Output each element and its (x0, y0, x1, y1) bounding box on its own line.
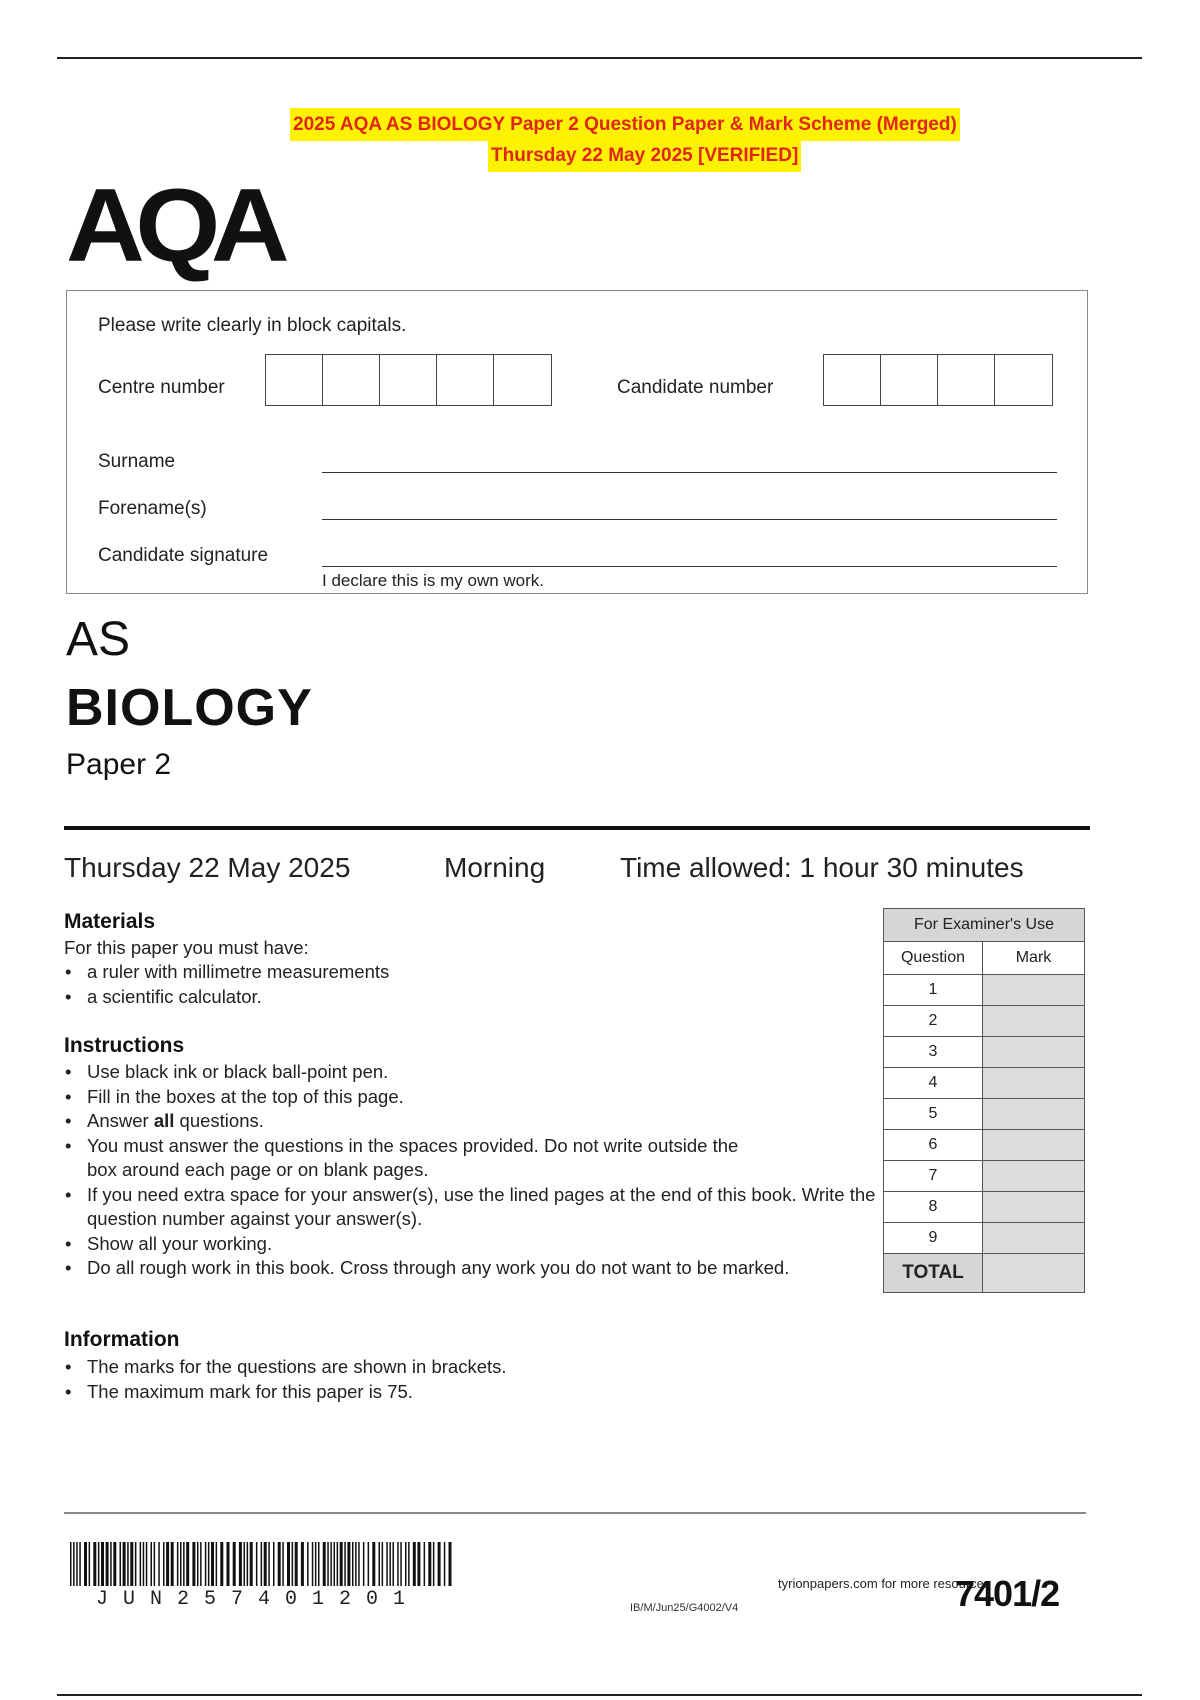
surname-line[interactable] (322, 472, 1057, 473)
exam-session: Morning (444, 852, 546, 883)
barcode-bar (123, 1542, 126, 1586)
barcode-bar (400, 1542, 402, 1586)
centre-digit-box[interactable] (494, 355, 551, 405)
information-list (64, 1355, 844, 1404)
mark-cell (983, 1161, 1085, 1192)
barcode-bar (393, 1542, 395, 1586)
barcode-bar (244, 1542, 246, 1586)
mark-cell (983, 1223, 1085, 1254)
barcode-text: JUN257401201 (96, 1588, 421, 1611)
question-number: 5 (884, 1099, 983, 1130)
barcode-bar (307, 1542, 309, 1586)
barcode-bar (433, 1542, 435, 1586)
barcode-bar (130, 1542, 133, 1586)
centre-digit-box[interactable] (380, 355, 437, 405)
barcode-bar (428, 1542, 431, 1586)
signature-line[interactable] (322, 566, 1057, 567)
barcode-bar (171, 1542, 174, 1586)
instructions-heading: Instructions (64, 1034, 185, 1057)
website-watermark: tyrionpapers.com for more resources (778, 1576, 991, 1591)
materials-intro: For this paper you must have: (64, 937, 309, 958)
barcode-bar (355, 1542, 357, 1586)
materials-heading: Materials (64, 910, 156, 933)
forename-label: Forename(s) (98, 498, 207, 519)
barcode-bar (268, 1542, 270, 1586)
barcode-bar (438, 1542, 441, 1586)
surname-label: Surname (98, 451, 176, 472)
barcode-bar (151, 1542, 153, 1586)
barcode-bar (186, 1542, 189, 1586)
paper-title: Paper 2 (66, 748, 172, 781)
barcode-bar (120, 1542, 122, 1586)
centre-digit-box[interactable] (266, 355, 323, 405)
candidate-digit-box[interactable] (938, 355, 995, 405)
barcode-bar (200, 1542, 202, 1586)
barcode-bar (405, 1542, 407, 1586)
barcode-bar (166, 1542, 169, 1586)
time-allowed: Time allowed: 1 hour 30 minutes (620, 852, 1024, 883)
question-number: 1 (884, 975, 983, 1006)
question-column-header: Question (884, 942, 983, 975)
instruction-text: Answer all questions. (87, 1110, 264, 1131)
barcode-bar (379, 1542, 381, 1586)
centre-number-boxes[interactable] (265, 354, 552, 406)
centre-digit-box[interactable] (323, 355, 380, 405)
banner-line-1: 2025 AQA AS BIOLOGY Paper 2 Question Paper & Mark Scheme (Merged) (290, 108, 960, 141)
barcode-bar (101, 1542, 104, 1586)
barcode-bar (79, 1542, 81, 1586)
barcode-bar (73, 1542, 75, 1586)
bottom-rule (57, 1694, 1142, 1696)
banner-line-2: Thursday 22 May 2025 [VERIFIED] (488, 139, 801, 172)
question-number: 6 (884, 1130, 983, 1161)
barcode-bar (312, 1542, 314, 1586)
mark-column-header: Mark (983, 942, 1085, 975)
barcode-bar (301, 1542, 304, 1586)
barcode-bar (323, 1542, 326, 1586)
barcode-bar (417, 1542, 420, 1586)
barcode-bar (205, 1542, 207, 1586)
mark-cell (983, 1006, 1085, 1037)
mark-cell (983, 1099, 1085, 1130)
question-number: 3 (884, 1037, 983, 1068)
barcode-bar (389, 1542, 391, 1586)
barcode-bar (216, 1542, 218, 1586)
barcode-bar (113, 1542, 116, 1586)
instruction-item: • Do all rough work in this book. Cross through any work you do not want to be marked. (64, 1256, 807, 1281)
signature-label: Candidate signature (98, 545, 269, 566)
barcode-bar (261, 1542, 263, 1586)
mark-cell (983, 1130, 1085, 1161)
total-label: TOTAL (884, 1254, 983, 1293)
barcode-bar (327, 1542, 329, 1586)
barcode-bar (247, 1542, 249, 1586)
question-number: 9 (884, 1223, 983, 1254)
title-rule (64, 826, 1090, 830)
barcode-bar (408, 1542, 410, 1586)
barcode-bar (98, 1542, 100, 1586)
instruction-item: • If you need extra space for your answer(s), use the lined pages at the end of this book. Write the question number against your answer(s). (64, 1183, 877, 1232)
barcode-bar (180, 1542, 182, 1586)
barcode-bar (183, 1542, 185, 1586)
barcode-bar (368, 1542, 370, 1586)
footer-rule (64, 1512, 1086, 1514)
barcode-bar (424, 1542, 426, 1586)
barcode-bar (295, 1542, 298, 1586)
barcode-bar (334, 1542, 336, 1586)
barcode-bar (372, 1542, 375, 1586)
barcode-bar (146, 1542, 148, 1586)
mark-cell (983, 975, 1085, 1006)
question-number: 8 (884, 1192, 983, 1223)
instruction-item: • Use black ink or black ball-point pen. (64, 1060, 854, 1085)
barcode-bar (177, 1542, 179, 1586)
barcode-bar (89, 1542, 91, 1586)
candidate-number-boxes[interactable] (823, 354, 1053, 406)
examiners-use-table (883, 908, 1085, 1293)
forename-line[interactable] (322, 519, 1057, 520)
barcode-bar (227, 1542, 230, 1586)
barcode-bar (163, 1542, 165, 1586)
candidate-digit-box[interactable] (824, 355, 881, 405)
barcode-bar (158, 1542, 160, 1586)
barcode-bar (208, 1542, 210, 1586)
question-number: 7 (884, 1161, 983, 1192)
total-mark-cell (983, 1254, 1085, 1293)
subject-title: BIOLOGY (66, 679, 313, 737)
block-capitals-instruction: Please write clearly in block capitals. (98, 315, 407, 336)
candidate-details-box (66, 290, 1088, 594)
barcode-bar (192, 1542, 195, 1586)
instruction-item: • Fill in the boxes at the top of this page. (64, 1085, 854, 1110)
barcode-bar (70, 1542, 72, 1586)
barcode-bar (211, 1542, 214, 1586)
top-rule (57, 57, 1142, 59)
barcode-bar (413, 1542, 416, 1586)
barcode-bar (76, 1542, 78, 1586)
barcode-bar (363, 1542, 365, 1586)
barcode-bar (127, 1542, 129, 1586)
barcode-bar (358, 1542, 360, 1586)
barcode-bar (220, 1542, 223, 1586)
barcode-bar (273, 1542, 275, 1586)
materials-item: • a ruler with millimetre measurements (64, 960, 844, 985)
instruction-item: • You must answer the questions in the spaces provided. Do not write outside the box around each page or on blank pages. (64, 1134, 767, 1183)
barcode-bar (140, 1542, 142, 1586)
exam-date: Thursday 22 May 2025 (64, 852, 351, 883)
instructions-list (64, 1060, 876, 1281)
mark-cell (983, 1192, 1085, 1223)
examiners-use-title: For Examiner's Use (884, 909, 1085, 942)
barcode-bar (352, 1542, 354, 1586)
barcode-bar (154, 1542, 156, 1586)
barcode-bar (93, 1542, 96, 1586)
qualification-level: AS (66, 613, 131, 666)
barcode-bar (382, 1542, 384, 1586)
barcode-bar (337, 1542, 339, 1586)
mark-cell (983, 1037, 1085, 1068)
information-item: • The maximum mark for this paper is 75. (64, 1380, 844, 1405)
materials-list (64, 960, 844, 1009)
centre-digit-box[interactable] (437, 355, 494, 405)
mark-cell (983, 1068, 1085, 1099)
materials-item: • a scientific calculator. (64, 985, 844, 1010)
barcode-bar (397, 1542, 399, 1586)
paper-code: 7401/2 (955, 1573, 1060, 1614)
paper-reference: IB/M/Jun25/G4002/V4 (630, 1602, 739, 1614)
barcode-bar (143, 1542, 145, 1586)
barcode-bar (278, 1542, 281, 1586)
barcode-bar (444, 1542, 446, 1586)
instruction-item: • Show all your working. (64, 1232, 854, 1257)
barcode-bar (256, 1542, 258, 1586)
barcode-bar (292, 1542, 294, 1586)
information-heading: Information (64, 1328, 180, 1351)
barcode-bar (330, 1542, 332, 1586)
barcode-bar (344, 1542, 346, 1586)
barcode-bar (264, 1542, 267, 1586)
barcode-bar (233, 1542, 236, 1586)
barcode-bar (340, 1542, 343, 1586)
barcode-bar (318, 1542, 320, 1586)
instruction-item (64, 1109, 854, 1134)
candidate-number-label: Candidate number (617, 377, 774, 398)
question-number: 2 (884, 1006, 983, 1037)
aqa-logo: AQA (66, 168, 281, 284)
barcode-image (70, 1542, 456, 1586)
centre-number-label: Centre number (98, 377, 225, 398)
barcode-bar (315, 1542, 317, 1586)
barcode-bar (287, 1542, 290, 1586)
barcode-bar (197, 1542, 199, 1586)
barcode-bar (282, 1542, 284, 1586)
barcode-bar (347, 1542, 350, 1586)
candidate-digit-box[interactable] (881, 355, 938, 405)
barcode-bar (84, 1542, 87, 1586)
information-item: • The marks for the questions are shown in brackets. (64, 1355, 844, 1380)
declaration-text: I declare this is my own work. (322, 571, 545, 590)
barcode-bar (386, 1542, 388, 1586)
question-number: 4 (884, 1068, 983, 1099)
barcode-bar (449, 1542, 452, 1586)
barcode-bar (106, 1542, 109, 1586)
candidate-digit-box[interactable] (995, 355, 1052, 405)
barcode-bar (239, 1542, 242, 1586)
barcode-bar (110, 1542, 112, 1586)
barcode-bar (250, 1542, 253, 1586)
barcode-bar (135, 1542, 137, 1586)
